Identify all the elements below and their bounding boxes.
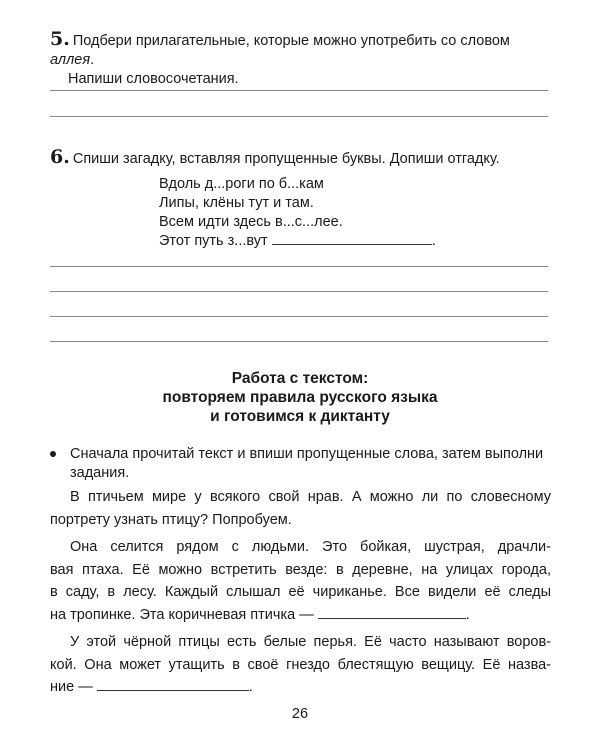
text-line: кой. Она может утащить в своё гнездо блестящую вещицу. Её назва-	[50, 656, 551, 673]
heading-line: Работа с текстом:	[231, 370, 369, 387]
text-line-with-blank	[50, 604, 551, 627]
heading-line: и готовимся к диктанту	[210, 408, 390, 425]
task-5-text-line2: Напиши словосочетания.	[68, 71, 239, 87]
text-line: портрету узнать птицу? Попробуем.	[50, 511, 292, 528]
task-5	[50, 30, 550, 89]
answer-line[interactable]	[50, 90, 548, 91]
instruction-text	[70, 445, 550, 483]
page-number: 26	[291, 706, 309, 722]
bullet-icon	[50, 451, 56, 457]
text-line: В птичьем мире у всякого свой нрав. А можно ли по словесному	[70, 489, 551, 505]
section-heading	[0, 369, 600, 426]
riddle-answer-blank[interactable]	[272, 232, 432, 245]
task-number: 6.	[50, 146, 70, 168]
poem-line: Липы, клёны тут и там.	[159, 195, 314, 211]
text-line: вая птаха. Её можно встретить везде: в деревне, на улицах города,	[50, 561, 551, 578]
answer-line[interactable]	[50, 291, 548, 292]
task-number: 5.	[50, 28, 70, 50]
heading-line: повторяем правила русского языка	[162, 389, 438, 406]
instruction-line: задания.	[70, 465, 130, 481]
text-line: Она селится рядом с людьми. Это бойкая, шустрая, драчли-	[70, 539, 551, 555]
task-5-keyword: аллея	[50, 52, 91, 68]
poem-line: Всем идти здесь в...с...лее.	[159, 214, 343, 230]
task-5-prompt	[50, 30, 550, 70]
paragraph-2	[50, 536, 551, 626]
task-6-text: Спиши загадку, вставляя пропущенные буквы. Допиши отгадку.	[72, 151, 500, 167]
text-line: в саду, в лесу. Каждый слышал её чириканье. Все видели её следы	[50, 584, 551, 600]
poem-period: .	[431, 233, 436, 249]
text-line-part: на тропинке. Эта коричневая птичка —	[50, 606, 314, 623]
task-6-prompt	[50, 148, 550, 169]
text-line: У этой чёрной птицы есть белые перья. Её часто называют воров-	[70, 634, 551, 650]
task-5-period: .	[90, 52, 95, 68]
text-line-part: ние —	[50, 679, 93, 695]
bird-name-blank[interactable]	[318, 606, 466, 619]
task-5-text: Подбери прилагательные, которые можно употребить со словом	[72, 33, 510, 49]
riddle-poem	[159, 175, 436, 251]
answer-line[interactable]	[50, 116, 548, 117]
line-period: .	[248, 679, 253, 695]
answer-line[interactable]	[50, 316, 548, 317]
bird-name-blank[interactable]	[97, 678, 249, 691]
instruction	[50, 445, 550, 483]
poem-line-with-blank	[159, 232, 436, 251]
paragraph-1	[50, 486, 551, 531]
poem-line-text: Этот путь з...вут	[159, 233, 268, 249]
text-line-with-blank	[50, 676, 551, 699]
answer-line[interactable]	[50, 266, 548, 267]
poem-line: Вдоль д...роги по б...кам	[159, 176, 324, 192]
paragraph-3	[50, 631, 551, 699]
answer-line[interactable]	[50, 341, 548, 342]
instruction-line: Сначала прочитай текст и впиши пропущенные слова, затем выполни	[70, 446, 544, 462]
task-6	[50, 148, 550, 169]
line-period: .	[465, 606, 470, 623]
